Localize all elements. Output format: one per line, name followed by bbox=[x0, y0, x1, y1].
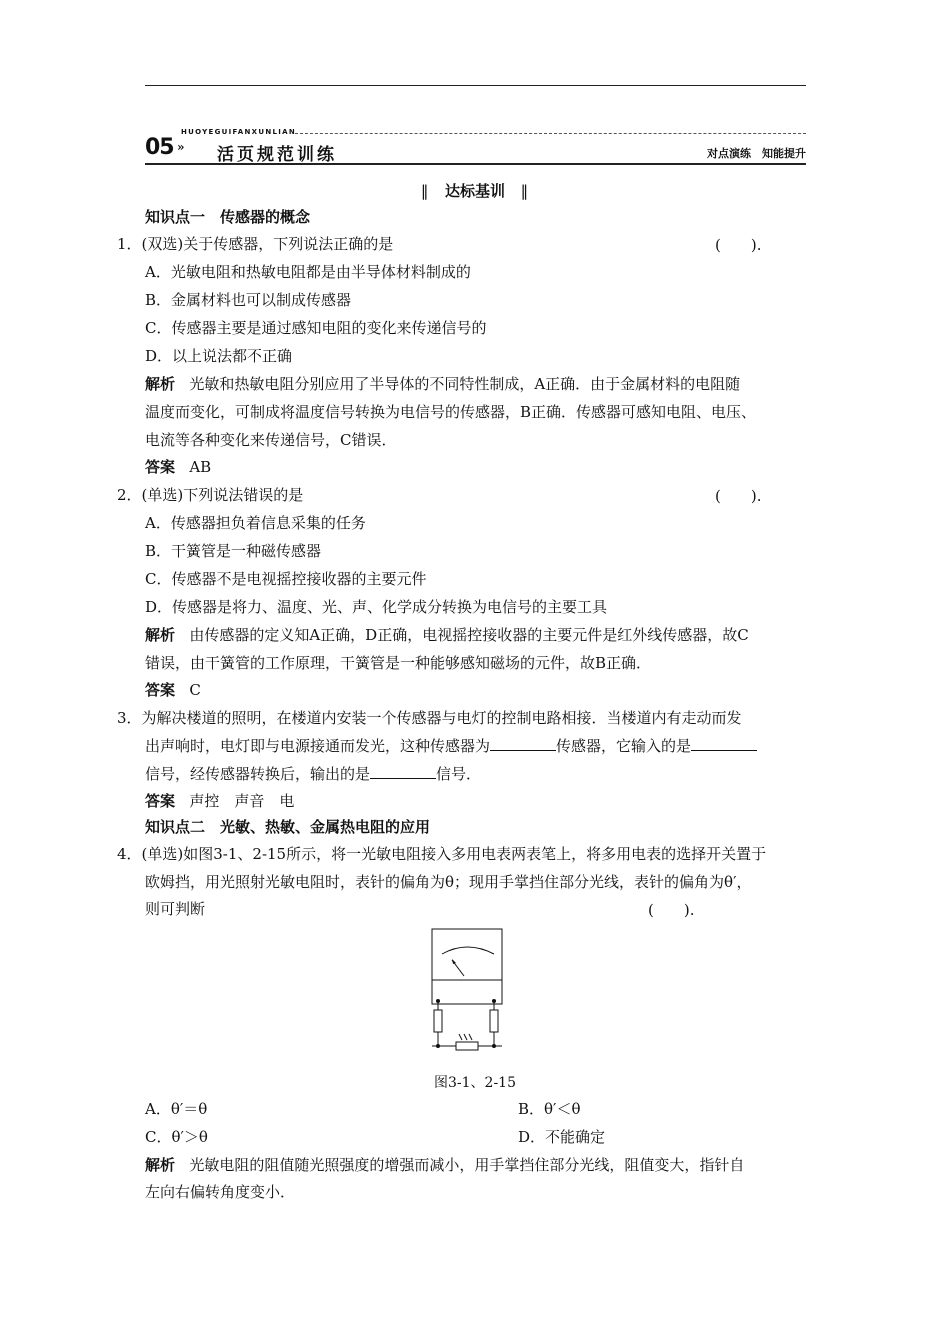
q2-answer bbox=[145, 680, 201, 700]
banner-pinyin: HUOYEGUIFANXUNLIAN bbox=[181, 128, 297, 136]
q4-line-1: 4．(单选)如图3-1、2-15所示，将一光敏电阻接入多用电表两表笔上，将多用电表的选择开关置于 bbox=[117, 845, 767, 863]
knowledge-point-2: 知识点二 光敏、热敏、金属热电阻的应用 bbox=[145, 818, 431, 836]
heading-bar-right: ‖ bbox=[520, 182, 530, 200]
header-rule bbox=[145, 85, 806, 86]
q3-blank-2 bbox=[691, 736, 757, 751]
q3-answer-value: 声控 声音 电 bbox=[189, 792, 295, 810]
ohmmeter-circuit-figure bbox=[430, 928, 504, 1058]
q4-line-2: 欧姆挡，用光照射光敏电阻时，表针的偏角为θ；现用手掌挡住部分光线，表针的偏角为θ′， bbox=[145, 873, 752, 891]
q3-line-2-part-1: 出声响时，电灯即与电源接通而发光，这种传感器为 bbox=[145, 737, 491, 755]
banner-number: 05 bbox=[145, 135, 174, 160]
probe-left bbox=[434, 1010, 442, 1032]
q2-option-b: B．干簧管是一种磁传感器 bbox=[145, 542, 322, 560]
q2-option-c: C．传感器不是电视摇控接收器的主要元件 bbox=[145, 570, 427, 588]
q1-option-b: B．金属材料也可以制成传感器 bbox=[145, 291, 352, 309]
q3-line-3-part-1: 信号，经传感器转换后，输出的是 bbox=[145, 765, 371, 783]
heading-bar-left: ‖ bbox=[420, 182, 430, 200]
q3-answer bbox=[145, 791, 294, 811]
section-banner bbox=[145, 128, 806, 166]
q4-option-d: D．不能确定 bbox=[518, 1128, 606, 1146]
q1-answer-label: 答案 bbox=[145, 458, 176, 476]
light-arrow-1 bbox=[459, 1034, 462, 1040]
q2-analysis-line-1 bbox=[145, 625, 749, 645]
section-heading bbox=[0, 180, 950, 201]
q4-option-b: B．θ′＜θ bbox=[518, 1100, 581, 1118]
terminal-left bbox=[436, 999, 440, 1003]
q1-analysis-label: 解析 bbox=[145, 375, 176, 393]
q4-option-c: C．θ′＞θ bbox=[145, 1128, 208, 1146]
q3-line-1: 3．为解决楼道的照明，在楼道内安装一个传感器与电灯的控制电路相接．当楼道内有走动而发 bbox=[117, 709, 742, 727]
banner-arrows: » bbox=[177, 140, 185, 154]
q1-analysis-line-2: 温度而变化，可制成将温度信号转换为电信号的传感器，B正确．传感器可感知电阻、电压、 bbox=[145, 403, 757, 421]
q3-line-3-part-2: 信号． bbox=[436, 765, 482, 783]
terminal-right bbox=[492, 999, 496, 1003]
banner-title: 活页规范训练 bbox=[217, 145, 337, 165]
q4-line-3: 则可判断 bbox=[145, 900, 206, 918]
q1-analysis-text-1: 光敏和热敏电阻分别应用了半导体的不同特性制成，A正确．由于金属材料的电阻随 bbox=[189, 375, 741, 393]
banner-right-text: 对点演练 知能提升 bbox=[707, 147, 806, 160]
q2-analysis-line-2: 错误，由干簧管的工作原理，干簧管是一种能够感知磁场的元件，故B正确． bbox=[145, 654, 652, 672]
q2-analysis-label: 解析 bbox=[145, 626, 176, 644]
q1-answer-paren: ( ). bbox=[715, 236, 762, 254]
q2-stem: 2．(单选)下列说法错误的是 bbox=[117, 486, 304, 504]
q3-line-2-part-2: 传感器，它输入的是 bbox=[556, 737, 692, 755]
node-right bbox=[492, 1044, 496, 1048]
light-arrow-3 bbox=[469, 1034, 472, 1040]
figure-caption: 图3-1、2-15 bbox=[434, 1075, 516, 1091]
q2-answer-paren: ( ). bbox=[715, 487, 762, 505]
q3-answer-label: 答案 bbox=[145, 792, 176, 810]
q1-option-a: A．光敏电阻和热敏电阻都是由半导体材料制成的 bbox=[145, 263, 471, 281]
q2-answer-value: C bbox=[189, 681, 201, 699]
meter-body bbox=[432, 929, 502, 1004]
q3-line-2 bbox=[145, 736, 757, 756]
photoresistor bbox=[456, 1042, 478, 1050]
q4-analysis-label: 解析 bbox=[145, 1156, 176, 1174]
q4-analysis-line-1 bbox=[145, 1155, 744, 1175]
q2-option-d: D．传感器是将力、温度、光、声、化学成分转换为电信号的主要工具 bbox=[145, 598, 608, 616]
q3-blank-1 bbox=[490, 736, 556, 751]
needle-tip bbox=[452, 959, 456, 964]
q2-analysis-text-1: 由传感器的定义知A正确，D正确，电视摇控接收器的主要元件是红外线传感器，故C bbox=[189, 626, 749, 644]
q1-answer bbox=[145, 457, 211, 477]
knowledge-point-1: 知识点一 传感器的概念 bbox=[145, 208, 311, 226]
node-left bbox=[436, 1044, 440, 1048]
banner-dashed-line bbox=[295, 133, 806, 134]
q3-blank-3 bbox=[370, 764, 436, 779]
q1-stem: 1．(双选)关于传感器，下列说法正确的是 bbox=[117, 235, 394, 253]
heading-text: 达标基训 bbox=[444, 182, 505, 200]
q4-analysis-line-2: 左向右偏转角度变小． bbox=[145, 1183, 296, 1201]
q2-answer-label: 答案 bbox=[145, 681, 176, 699]
q4-analysis-text-1: 光敏电阻的阻值随光照强度的增强而减小，用手掌挡住部分光线，阻值变大，指针自 bbox=[189, 1156, 745, 1174]
light-arrow-2 bbox=[464, 1034, 467, 1040]
q1-analysis-line-3: 电流等各种变化来传递信号，C错误． bbox=[145, 431, 397, 449]
q4-option-a: A．θ′＝θ bbox=[145, 1100, 208, 1118]
q1-option-c: C．传感器主要是通过感知电阻的变化来传递信号的 bbox=[145, 319, 487, 337]
q4-answer-paren: ( ). bbox=[648, 901, 695, 919]
probe-right bbox=[490, 1010, 498, 1032]
q1-analysis-line-1 bbox=[145, 374, 740, 394]
q3-line-3 bbox=[145, 764, 481, 784]
banner-underline bbox=[145, 163, 806, 165]
meter-scale-arc bbox=[442, 947, 494, 954]
q1-answer-value: AB bbox=[189, 458, 212, 476]
q1-option-d: D．以上说法都不正确 bbox=[145, 347, 293, 365]
q2-option-a: A．传感器担负着信息采集的任务 bbox=[145, 514, 366, 532]
